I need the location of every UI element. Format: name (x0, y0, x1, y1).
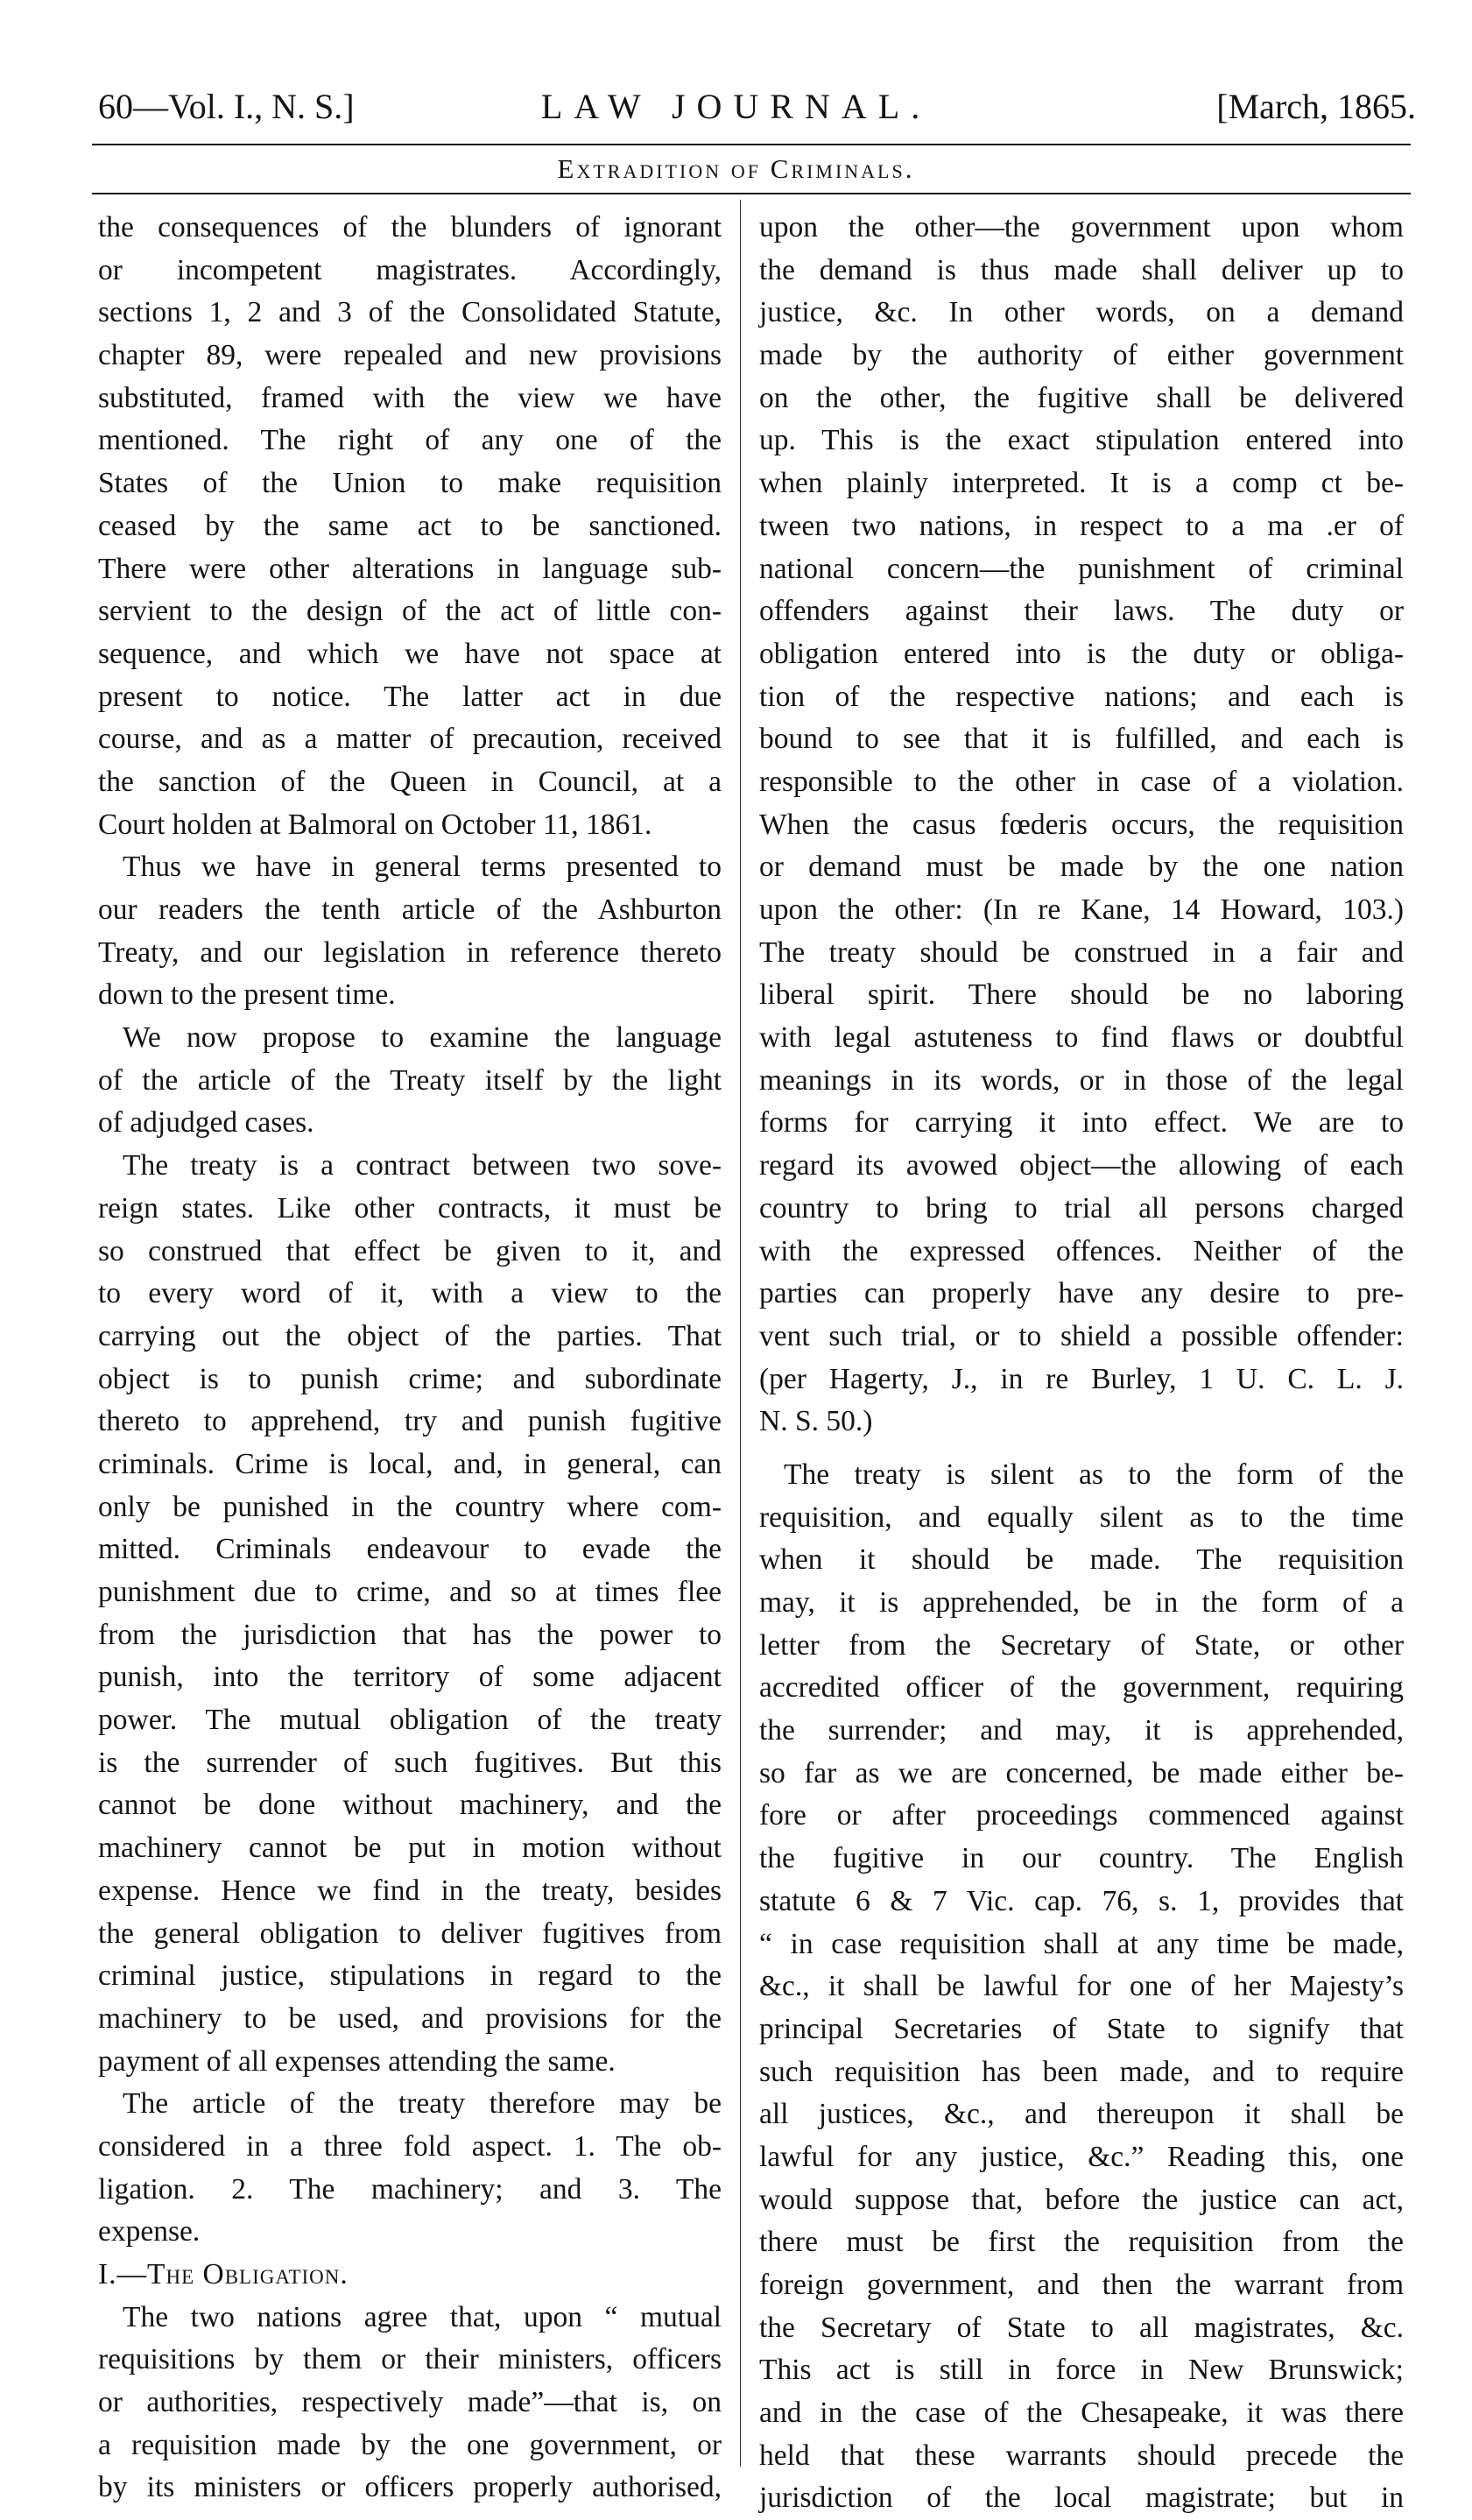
text-line: ceased by the same act to be sanctioned. (98, 509, 722, 542)
text-line: punish, into the territory of some adjacent (98, 1661, 722, 1694)
text-line: the general obligation to deliver fugitives from (98, 1916, 722, 1950)
text-line: present to notice. The latter act in due (98, 680, 722, 713)
text-line: (per Hagerty, J., in re Burley, 1 U. C. L. J. (759, 1362, 1404, 1395)
text-line: or incompetent magistrates. Accordingly, (98, 253, 722, 286)
text-line: there must be first the requisition from the (759, 2226, 1404, 2259)
text-line: the consequences of the blunders of ignorant (98, 211, 722, 244)
text-line: fore or after proceedings commenced against (759, 1799, 1404, 1832)
text-line: so construed that effect be given to it, and (98, 1234, 722, 1267)
text-line: mitted. Criminals endeavour to evade the (98, 1533, 722, 1566)
right-column (759, 207, 1404, 2520)
text-line: mentioned. The right of any one of the (98, 424, 722, 457)
text-line: principal Secretaries of State to signify that (759, 2012, 1404, 2045)
text-line: object is to punish crime; and subordinate (98, 1362, 722, 1395)
text-line: foreign government, and then the warrant from (759, 2269, 1404, 2301)
text-line: machinery to be used, and provisions for the (98, 2001, 722, 2035)
text-line: course, and as a matter of precaution, received (98, 723, 722, 756)
text-line: This act is still in force in New Brunswick; (759, 2354, 1404, 2387)
text-line: regard its avowed object—the allowing of each (759, 1149, 1404, 1182)
text-line: the Secretary of State to all magistrates, &c. (759, 2311, 1404, 2344)
text-line: down to the present time. (98, 978, 396, 1012)
text-line: letter from the Secretary of State, or other (759, 1628, 1404, 1662)
text-line: cannot be done without machinery, and the (98, 1789, 722, 1822)
text-line: expense. Hence we find in the treaty, besides (98, 1874, 722, 1907)
text-line: tween two nations, in respect to a ma .er of (759, 509, 1404, 542)
text-line: payment of all expenses attending the same. (98, 2044, 616, 2078)
text-line: parties can properly have any desire to pre- (759, 1277, 1404, 1310)
text-line: our readers the tenth article of the Ashburton (98, 893, 722, 926)
text-line: ligation. 2. The machinery; and 3. The (98, 2172, 722, 2206)
text-line: so far as we are concerned, be made either be- (759, 1756, 1404, 1789)
header-rule-top (92, 144, 1411, 145)
text-line: substituted, framed with the view we have (98, 381, 722, 414)
text-line: &c., it shall be lawful for one of her Majesty’s (759, 1970, 1404, 2003)
text-line: held that these warrants should precede the (759, 2439, 1404, 2472)
text-line: when it should be made. The requisition (759, 1543, 1404, 1577)
text-line: responsible to the other in case of a violation. (759, 765, 1404, 798)
text-line: the fugitive in our country. The English (759, 1842, 1404, 1875)
text-line: liberal spirit. There should be no laboring (759, 978, 1404, 1012)
text-line: up. This is the exact stipulation entered into (759, 424, 1404, 457)
text-line: when plainly interpreted. It is a comp ct be- (759, 467, 1404, 500)
text-line: jurisdiction of the local magistrate; but in (759, 2481, 1404, 2515)
paragraph (98, 2297, 722, 2509)
text-line: The article of the treaty therefore may be (123, 2087, 722, 2121)
text-line: “ in case requisition shall at any time be made, (759, 1927, 1404, 1960)
text-line: the sanction of the Queen in Council, at a (98, 765, 722, 798)
text-line: statute 6 & 7 Vic. cap. 76, s. 1, provides that (759, 1884, 1404, 1917)
text-line: and in the case of the Chesapeake, it was there (759, 2396, 1404, 2430)
section-title: Extradition of Criminals. (557, 153, 915, 184)
text-line: made by the authority of either government (759, 339, 1404, 372)
text-line: States of the Union to make requisition (98, 467, 722, 500)
text-line: the demand is thus made shall deliver up to (759, 253, 1404, 286)
text-line: from the jurisdiction that has the power to (98, 1618, 722, 1651)
text-line: obligation entered into is the duty or obliga- (759, 637, 1404, 670)
text-line: servient to the design of the act of little con- (98, 595, 722, 628)
text-line: with the expressed offences. Neither of the (759, 1234, 1404, 1267)
text-line: national concern—the punishment of criminal (759, 552, 1404, 585)
text-line: country to bring to trial all persons charged (759, 1191, 1404, 1225)
paragraph (98, 2083, 722, 2254)
text-line: or authorities, respectively made”—that is, on (98, 2386, 722, 2419)
page-volume-label: 60—Vol. I., N. S.] (98, 87, 355, 126)
text-line: justice, &c. In other words, on a demand (759, 296, 1404, 329)
text-line: carrying out the object of the parties. That (98, 1319, 722, 1352)
paragraph-gap (759, 1444, 1404, 1454)
text-line: bound to see that it is fulfilled, and each is (759, 723, 1404, 756)
text-line: tion of the respective nations; and each is (759, 680, 1404, 713)
text-line: The two nations agree that, upon “ mutual (123, 2300, 722, 2333)
text-line: considered in a three fold aspect. 1. The ob- (98, 2129, 722, 2163)
text-line: Treaty, and our legislation in reference thereto (98, 935, 722, 969)
text-line: to every word of it, with a view to the (98, 1277, 722, 1310)
paragraph (98, 1017, 722, 1145)
text-line: expense. (98, 2215, 201, 2248)
text-line: The treaty should be construed in a fair and (759, 935, 1404, 969)
paragraph (759, 1454, 1404, 2520)
text-line: sequence, and which we have not space at (98, 637, 722, 670)
text-line: thereto to apprehend, try and punish fugitive (98, 1405, 722, 1438)
text-line: only be punished in the country where com- (98, 1490, 722, 1523)
text-line: sections 1, 2 and 3 of the Consolidated Statute, (98, 296, 722, 329)
text-line: requisition, and equally silent as to the time (759, 1500, 1404, 1534)
text-line: upon the other—the government upon whom (759, 211, 1404, 244)
text-line: power. The mutual obligation of the treaty (98, 1704, 722, 1737)
subheading-obligation: I.—The Obligation. (98, 2258, 349, 2291)
text-line: accredited officer of the government, requiring (759, 1671, 1404, 1705)
text-line: is the surrender of such fugitives. But this (98, 1746, 722, 1779)
text-line: a requisition made by the one government, or (98, 2428, 722, 2461)
text-line: of adjudged cases. (98, 1106, 314, 1140)
text-line: or demand must be made by the one nation (759, 851, 1404, 884)
text-line: reign states. Like other contracts, it must be (98, 1191, 722, 1225)
paragraph (759, 207, 1404, 1444)
text-line: chapter 89, were repealed and new provisions (98, 339, 722, 372)
text-line: vent such trial, or to shield a possible offender: (759, 1319, 1404, 1352)
text-line: forms for carrying it into effect. We are to (759, 1106, 1404, 1140)
text-line: criminal justice, stipulations in regard to the (98, 1959, 722, 1993)
text-line: Thus we have in general terms presented to (123, 851, 722, 884)
journal-title: LAW JOURNAL. (540, 87, 932, 126)
text-line: We now propose to examine the language (123, 1021, 722, 1055)
text-line: machinery cannot be put in motion without (98, 1832, 722, 1865)
text-line: N. S. 50.) (759, 1405, 873, 1438)
text-line: lawful for any justice, &c.” Reading this, one (759, 2140, 1404, 2173)
text-line: the surrender; and may, it is apprehended, (759, 1714, 1404, 1747)
paragraph (98, 1145, 722, 2083)
paragraph (98, 846, 722, 1017)
text-line: upon the other: (In re Kane, 14 Howard, 103.) (759, 893, 1404, 926)
text-line: all justices, &c., and thereupon it shall be (759, 2098, 1404, 2131)
text-line: offenders against their laws. The duty or (759, 595, 1404, 628)
text-line: criminals. Crime is local, and, in general, can (98, 1447, 722, 1480)
issue-date: [March, 1865. (1216, 87, 1416, 126)
text-line: on the other, the fugitive shall be delivered (759, 381, 1404, 414)
text-line: with legal astuteness to find flaws or doubtful (759, 1021, 1404, 1055)
text-line: such requisition has been made, and to require (759, 2055, 1404, 2088)
text-line: of the article of the Treaty itself by the light (98, 1063, 722, 1097)
left-column (98, 207, 722, 2509)
text-line: Court holden at Balmoral on October 11, 1861. (98, 808, 652, 841)
text-line: would suppose that, before the justice can act, (759, 2183, 1404, 2216)
header-rule-bottom (92, 193, 1411, 194)
text-line: requisitions by them or their ministers, officers (98, 2343, 722, 2376)
column-divider (740, 200, 741, 2467)
text-line: may, it is apprehended, be in the form of a (759, 1586, 1404, 1619)
text-line: The treaty is a contract between two sove- (123, 1149, 722, 1182)
text-line: When the casus fœderis occurs, the requisition (759, 808, 1404, 841)
text-line: There were other alterations in language sub- (98, 552, 722, 585)
text-line: meanings in its words, or in those of the legal (759, 1063, 1404, 1097)
paragraph (98, 207, 722, 846)
text-line: punishment due to crime, and so at times flee (98, 1576, 722, 1608)
text-line: by its ministers or officers properly authorised, (98, 2471, 722, 2504)
text-line: The treaty is silent as to the form of the (784, 1458, 1404, 1491)
